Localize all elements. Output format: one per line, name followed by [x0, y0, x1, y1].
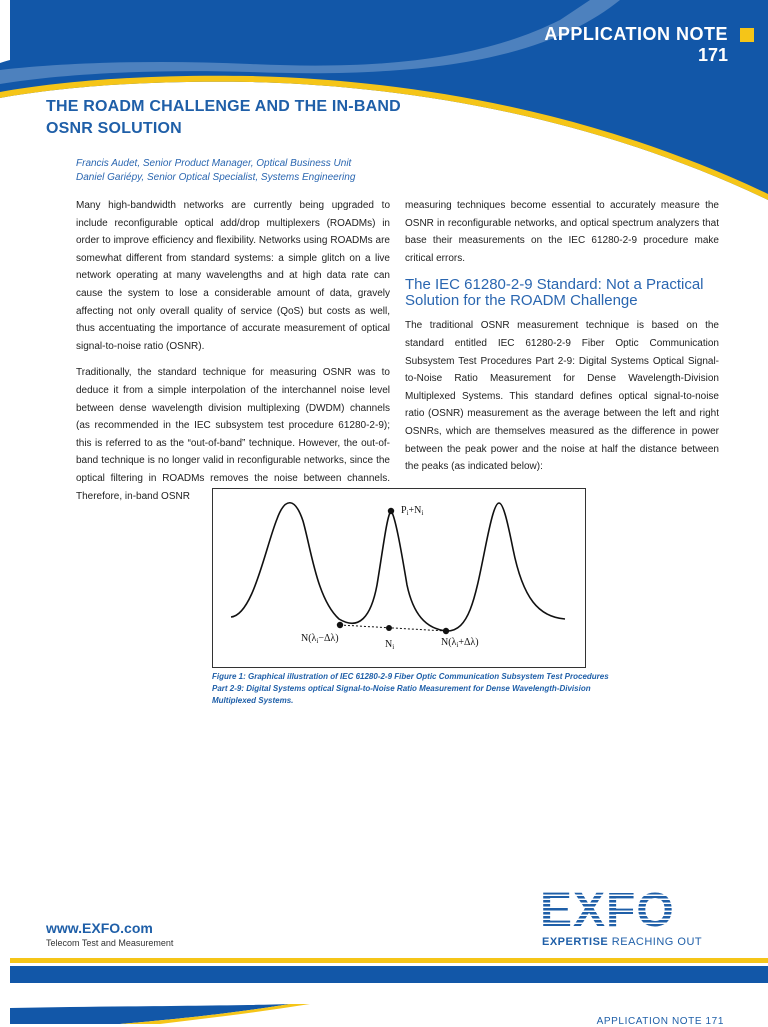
- section-heading: The IEC 61280-2-9 Standard: Not a Practical Solution for the ROADM Challenge: [405, 276, 704, 309]
- center-noise-point: [386, 625, 392, 631]
- right-column: [405, 197, 719, 476]
- label-right-noise: $N(\lambda_i+\Delta\lambda)$: [441, 637, 479, 649]
- next-page-label: APPLICATION NOTE 171: [596, 1016, 724, 1027]
- author-2: Daniel Gariépy, Senior Optical Specialist, Systems Engineering: [76, 172, 356, 183]
- spectrum-curve: [231, 503, 565, 631]
- right-noise-point: [443, 628, 449, 634]
- figure-caption: Figure 1: Graphical illustration of IEC 61280-2-9 Fiber Optic Communication Subsystem Test Procedures Part 2-9: Digital Systems optical Signal-to-Noise Ratio Measurement for Dense Wavelength-Division Multiplexed Systems.: [212, 672, 609, 705]
- author-1: Francis Audet, Senior Product Manager, Optical Business Unit: [76, 158, 352, 169]
- title-line-1: THE ROADM CHALLENGE AND THE IN-BAND: [46, 98, 401, 115]
- left-column: [76, 197, 390, 505]
- peak-point: [388, 508, 394, 514]
- document-title: [46, 96, 476, 140]
- standard-paragraph: The traditional OSNR measurement technique is based on the standard entitled IEC 61280-2-9 Fiber Optic Communication Subsystem Test Procedures Part 2-9: Digital Systems Optical Signal-to-Noise Ratio Measurement for Dense Wavelength-Division Multiplexed Systems. This standard defines optical signal-to-noise ratio (OSNR) measurement as the average between the left and right OSNRs, which are themselves measured as the difference in power between the peak power and the noise at half the distance between the peaks (as indicated below):: [405, 320, 719, 473]
- header-accent-square: [740, 28, 754, 42]
- traditional-paragraph: Traditionally, the standard technique for measuring OSNR was to deduce it from a simple interpolation of the interchannel noise level between dense wavelength division multiplexing (DWDM) channels (as recommended in the IEC subsystem test procedure 61280-2-9); this is referred to as the “out-of-band” technique. However, the out-of-band technique is no longer valid in reconfigurable networks, since the optical filtering in ROADMs removes the noise between channels. Therefore, in-band OSNR: [76, 367, 390, 502]
- label-peak: $P_i+N_i$: [401, 505, 424, 517]
- logo-text: EXFO: [540, 888, 675, 930]
- osnr-spectrum-plot: [213, 489, 585, 667]
- label-center-noise: $N_i$: [385, 639, 395, 651]
- footer-blue-band: [10, 966, 768, 983]
- company-tagline: Telecom Test and Measurement: [46, 938, 174, 948]
- application-note-number: 171: [697, 45, 728, 65]
- footer-yellow-band: [10, 958, 768, 963]
- continued-paragraph: measuring techniques become essential to accurately measure the OSNR in reconfigurable networks, and optical spectrum analyzers that base their measurements on the IEC 61280-2-9 procedure make critical errors.: [405, 200, 719, 264]
- intro-paragraph: Many high-bandwidth networks are currently being upgraded to include reconfigurable optical add/drop multiplexers (ROADMs) in order to improve efficiency and flexibility. Networks using ROADMs are somewhat different from standard systems: a simple glitch on a live network operating at many wavelengths and at high data rate can cause the system to lose a considerable amount of data, gravely affecting not only overall quality of service (QoS) but costs as well, thus accentuating the importance of accurate measurement of optical signal-to-noise ratio (OSNR).: [76, 200, 390, 352]
- left-noise-point: [337, 622, 343, 628]
- exfo-logo: [540, 888, 682, 930]
- application-note-label: APPLICATION NOTE: [544, 24, 728, 44]
- website-link[interactable]: www.EXFO.com: [46, 920, 153, 936]
- figure-osnr-diagram: [212, 488, 586, 668]
- label-left-noise: $N(\lambda_i-\Delta\lambda)$: [301, 633, 339, 645]
- title-line-2: OSNR SOLUTION: [46, 120, 182, 137]
- slogan-rest: REACHING OUT: [608, 936, 703, 948]
- authors: [76, 157, 355, 185]
- slogan-bold: EXPERTISE: [542, 936, 609, 948]
- company-slogan: [542, 936, 702, 948]
